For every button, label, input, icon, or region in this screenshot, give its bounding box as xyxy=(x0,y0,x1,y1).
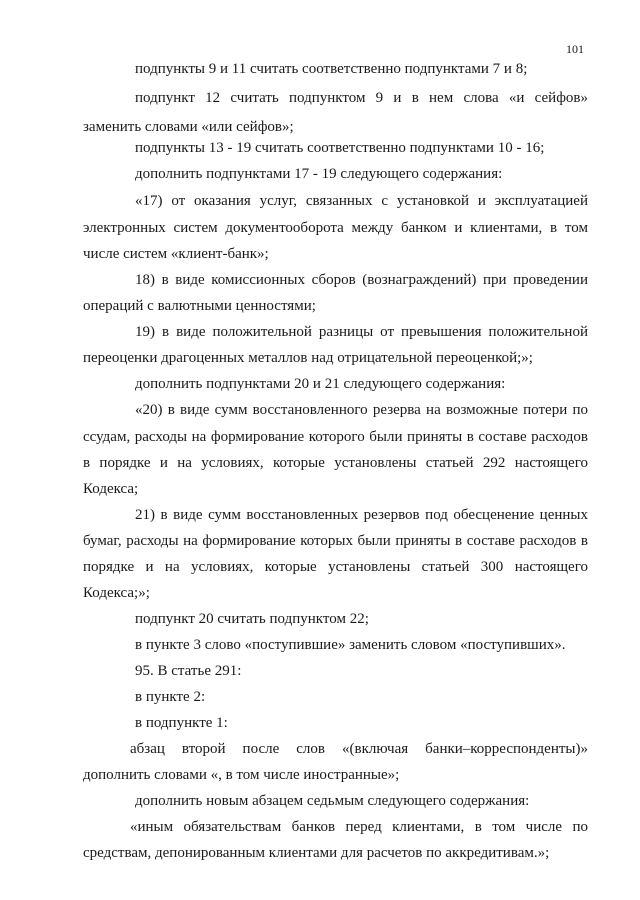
text-line: бумаг, расходы на формирование которых были приняты в составе расходов в xyxy=(83,533,588,549)
text-line: «иным обязательствам банков перед клиентами, в том числе по xyxy=(130,819,588,835)
text-line: 95. В статье 291: xyxy=(135,663,242,679)
text-line: «17) от оказания услуг, связанных с установкой и эксплуатацией xyxy=(135,193,588,209)
text-line: порядке и на условиях, которые установлены статьей 300 настоящего xyxy=(83,559,588,575)
text-line: числе систем «клиент-банк»; xyxy=(83,246,269,262)
text-line: дополнить новым абзацем седьмым следующего содержания: xyxy=(135,793,530,809)
text-line: дополнить подпунктами 20 и 21 следующего содержания: xyxy=(135,376,506,392)
text-line: дополнить словами «, в том числе иностранные»; xyxy=(83,767,400,783)
text-line: подпункты 13 - 19 считать соответственно подпунктами 10 - 16; xyxy=(135,140,545,156)
text-line: в пункте 3 слово «поступившие» заменить словом «поступивших». xyxy=(135,637,566,653)
text-line: средствам, депонированным клиентами для расчетов по аккредитивам.»; xyxy=(83,845,550,861)
page-number: 101 xyxy=(566,42,584,56)
text-line: заменить словами «или сейфов»; xyxy=(83,119,294,135)
text-line: Кодекса;»; xyxy=(83,585,150,601)
text-line: дополнить подпунктами 17 - 19 следующего содержания: xyxy=(135,166,503,182)
text-line: Кодекса; xyxy=(83,481,139,497)
text-line: в порядке и на условиях, которые установлены статьей 292 настоящего xyxy=(83,455,588,471)
text-line: подпункт 20 считать подпунктом 22; xyxy=(135,611,369,627)
text-line: абзац второй после слов «(включая банки–корреспонденты)» xyxy=(130,741,588,757)
text-line: 18) в виде комиссионных сборов (вознаграждений) при проведении xyxy=(135,272,588,288)
text-line: в пункте 2: xyxy=(135,689,206,705)
text-line: 19) в виде положительной разницы от превышения положительной xyxy=(135,324,588,340)
text-line: 21) в виде сумм восстановленных резервов под обесценение ценных xyxy=(135,507,588,523)
text-line: в подпункте 1: xyxy=(135,715,228,731)
text-line: «20) в виде сумм восстановленного резерва на возможные потери по xyxy=(135,402,588,418)
text-line: переоценки драгоценных металлов над отрицательной переоценкой;»; xyxy=(83,350,533,366)
text-line: ссудам, расходы на формирование которого были приняты в составе расходов xyxy=(83,429,588,445)
text-line: операций с валютными ценностями; xyxy=(83,298,316,314)
text-line: электронных систем документооборота между банком и клиентами, в том xyxy=(83,220,588,236)
text-line: подпункт 12 считать подпунктом 9 и в нем слова «и сейфов» xyxy=(135,90,588,106)
text-line: подпункты 9 и 11 считать соответственно подпунктами 7 и 8; xyxy=(135,61,528,77)
